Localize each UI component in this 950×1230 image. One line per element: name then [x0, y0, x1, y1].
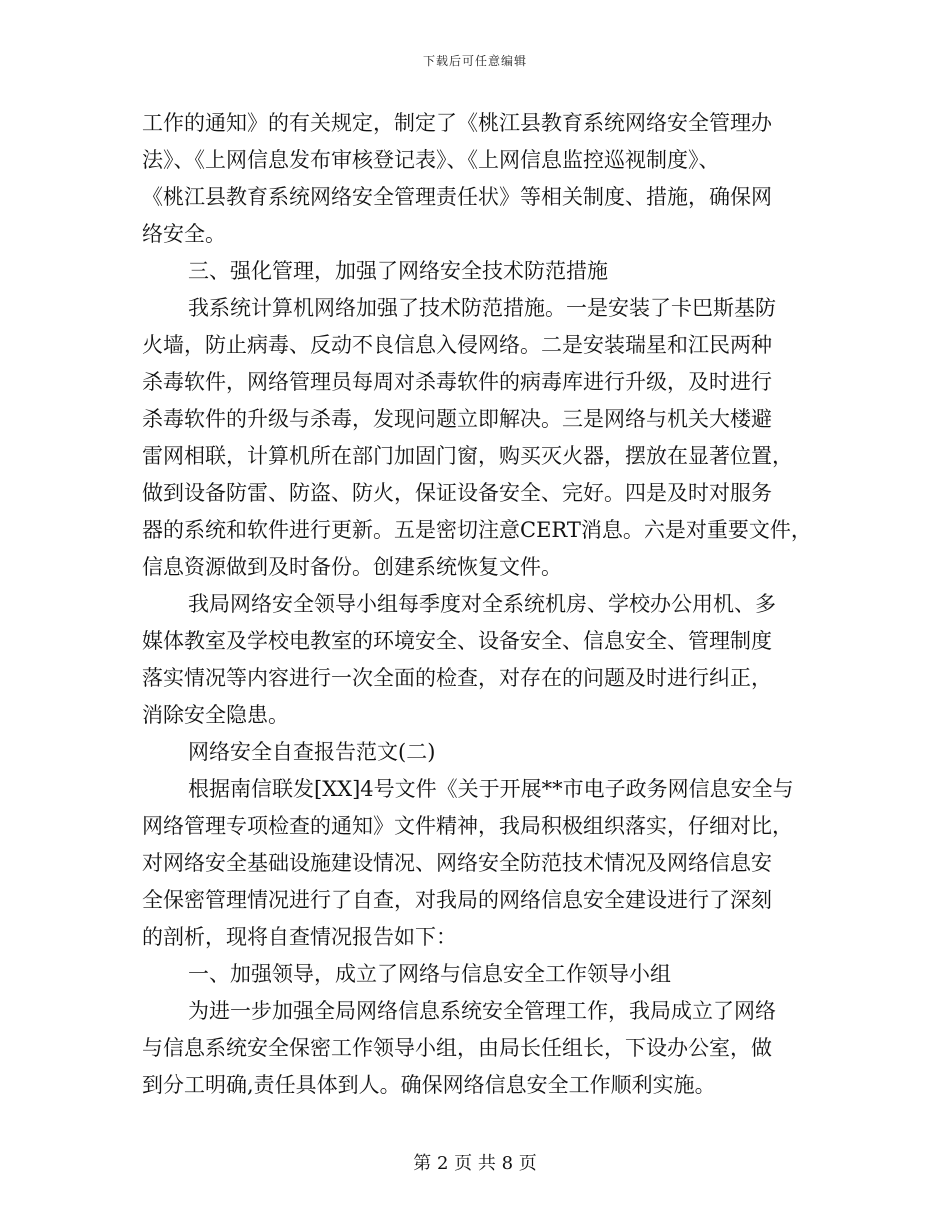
text-line: 网络管理专项检查的通知》文件精神，我局积极组织落实，仔细对比，	[142, 814, 793, 838]
page-header: 下载后可任意编辑	[422, 54, 527, 68]
text-line: 《桃江县教育系统网络安全管理责任状》等相关制度、措施，确保网	[142, 185, 772, 209]
text-line: 到分工明确,责任具体到人。确保网络信息安全工作顺利实施。	[142, 1073, 716, 1097]
section-heading: 网络安全自查报告范文(二)	[188, 740, 436, 764]
text-line: 杀毒软件的升级与杀毒，发现问题立即解决。三是网络与机关大楼避	[142, 407, 772, 431]
text-line: 我局网络安全领导小组每季度对全系统机房、学校办公用机、多	[188, 592, 776, 616]
text-line: 媒体教室及学校电教室的环境安全、设备安全、信息安全、管理制度	[142, 629, 772, 653]
text-line: 工作的通知》的有关规定，制定了《桃江县教育系统网络安全管理办	[142, 111, 772, 135]
text-line: 的剖析，现将自查情况报告如下：	[142, 925, 457, 949]
text-line: 根据南信联发[XX]4号文件《关于开展**市电子政务网信息安全与	[188, 777, 794, 801]
text-line: 雷网相联，计算机所在部门加固门窗，购买灭火器，摆放在显著位置，	[142, 444, 793, 468]
text-line: 器的系统和软件进行更新。五是密切注意CERT消息。六是对重要文件，	[142, 518, 812, 542]
text-line: 全保密管理情况进行了自查，对我局的网络信息安全建设进行了深刻	[142, 888, 772, 912]
text-line: 与信息系统安全保密工作领导小组，由局长任组长，下设办公室，做	[142, 1036, 772, 1060]
text-line: 对网络安全基础设施建设情况、网络安全防范技术情况及网络信息安	[142, 851, 772, 875]
section-heading: 三、强化管理，加强了网络安全技术防范措施	[188, 259, 608, 283]
text-line: 我系统计算机网络加强了技术防范措施。一是安装了卡巴斯基防	[188, 296, 776, 320]
page-footer: 第 2 页 共 8 页	[413, 1153, 537, 1174]
text-line: 做到设备防雷、防盗、防火，保证设备安全、完好。四是及时对服务	[142, 481, 772, 505]
text-line: 为进一步加强全局网络信息系统安全管理工作，我局成立了网络	[188, 999, 776, 1023]
text-line: 杀毒软件，网络管理员每周对杀毒软件的病毒库进行升级，及时进行	[142, 370, 772, 394]
section-heading: 一、加强领导，成立了网络与信息安全工作领导小组	[188, 962, 671, 986]
text-line: 信息资源做到及时备份。创建系统恢复文件。	[142, 555, 562, 579]
text-line: 络安全。	[142, 222, 226, 246]
text-line: 法》、《上网信息发布审核登记表》、《上网信息监控巡视制度》、	[142, 148, 720, 172]
text-line: 火墙，防止病毒、反动不良信息入侵网络。二是安装瑞星和江民两种	[142, 333, 772, 357]
text-line: 消除安全隐患。	[142, 703, 289, 727]
text-line: 落实情况等内容进行一次全面的检查，对存在的问题及时进行纠正，	[142, 666, 772, 690]
